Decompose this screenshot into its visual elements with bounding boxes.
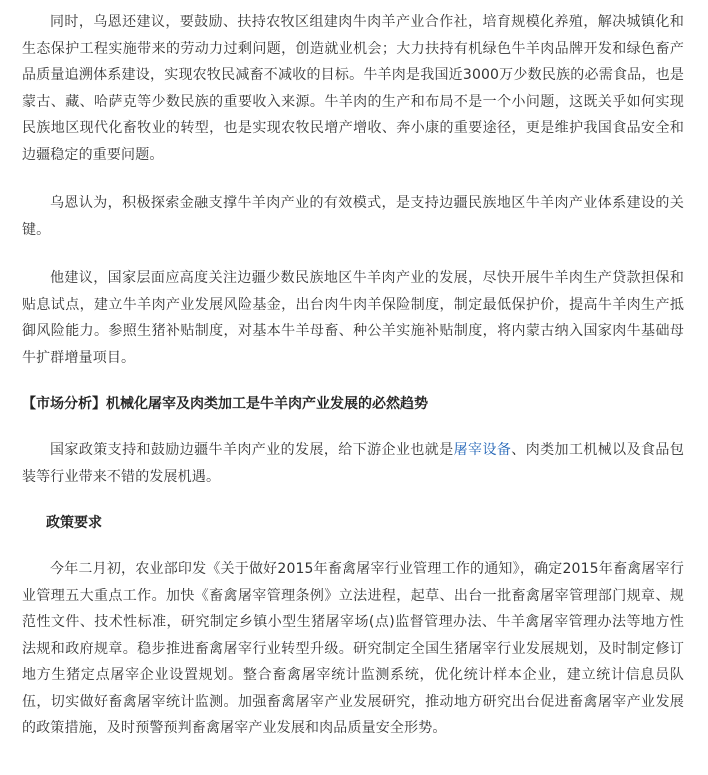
section-heading-policy-requirements: 政策要求 [46,515,102,531]
paragraph-finance-support: 乌恩认为，积极探索金融支撑牛羊肉产业的有效模式，是支持边疆民族地区牛羊肉产业体系建设的关键。 [22,195,684,238]
paragraph-national-policy: 他建议，国家层面应高度关注边疆少数民族地区牛羊肉产业的发展，尽快开展牛羊肉生产贷款担保和贴息试点，建立牛羊肉产业发展风险基金，出台肉牛肉羊保险制度，制定最低保护价，提高牛羊肉生产抵御风险能力。参照生猪补贴制度，对基本牛羊母畜、种公羊实施补贴制度，将内蒙古纳入国家肉牛基础母牛扩群增量项目。 [22,270,684,366]
paragraph-market-opportunity [22,437,684,490]
paragraph-ministry-notice: 今年二月初，农业部印发《关于做好2015年畜禽屠宰行业管理工作的通知》，确定2015年畜禽屠宰行业管理五大重点工作。加快《畜禽屠宰管理条例》立法进程，起草、出台一批畜禽屠宰管理部门规章、规范性文件、技术性标准，研究制定乡镇小型生猪屠宰场(点)监督管理办法、牛羊禽屠宰管理办法等地方性法规和政府规章。稳步推进畜禽屠宰行业转型升级。研究制定全国生猪屠宰行业发展规划，及时制定修订地方生猪定点屠宰企业设置规划。整合畜禽屠宰统计监测系统，优化统计样本企业，建立统计信息员队伍，切实做好畜禽屠宰统计监测。加强畜禽屠宰产业发展研究，推动地方研究出台促进畜禽屠宰产业发展的政策措施，及时预警预判畜禽屠宰产业发展和肉品质量安全形势。 [22,561,684,736]
section-heading-market-analysis: 【市场分析】机械化屠宰及肉类加工是牛羊肉产业发展的必然趋势 [22,396,428,412]
paragraph-wuen-suggestions: 同时，乌恩还建议，要鼓励、扶持农牧区组建肉牛肉羊产业合作社，培育规模化养殖，解决城镇化和生态保护工程实施带来的劳动力过剩问题，创造就业机会；大力扶持有机绿色牛羊肉品牌开发和绿色畜产品质量追溯体系建设，实现农牧民减畜不减收的目标。牛羊肉是我国近3000万少数民族的必需食品，也是蒙古、藏、哈萨克等少数民族的重要收入来源。牛羊肉的生产和布局不是一个小问题，这既关乎如何实现民族地区现代化畜牧业的转型，也是实现农牧民增产增收、奔小康的重要途径，更是维护我国食品安全和边疆稳定的重要问题。 [22,14,684,163]
slaughter-equipment-link[interactable]: 屠宰设备 [453,442,512,458]
paragraph-text: 国家政策支持和鼓励边疆牛羊肉产业的发展，给下游企业也就是 [50,442,454,458]
article-body [22,0,684,742]
paragraph-text: 、肉类加工机械以及食品包装等行业带来不错的发展机遇。 [22,442,684,485]
